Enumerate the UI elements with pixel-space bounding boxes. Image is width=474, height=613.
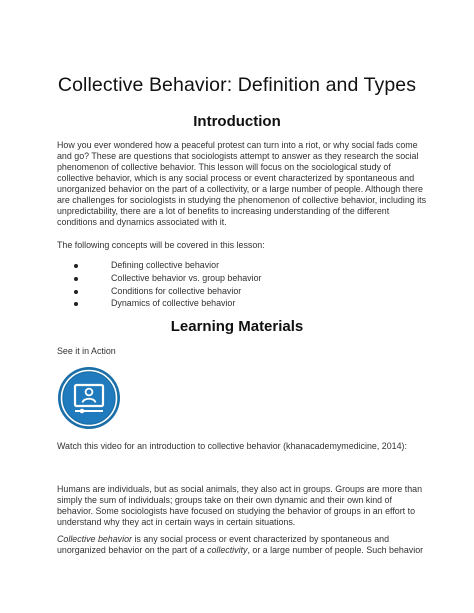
groups-paragraph: Humans are individuals, but as social animals, they also act in groups. Groups are more than simply the sum of individuals; groups take on their own dynamic and their own kind of behavior. Some sociologists have focused on studying the behavior of groups in an effort to understand why they act in certain ways in certain situations.	[57, 484, 423, 527]
definition-text: is any social process or event characterized by spontaneous and unorganized behavior on the part of a	[57, 534, 390, 555]
concept-label: Dynamics of collective behavior	[111, 298, 236, 309]
introduction-heading: Introduction	[193, 113, 281, 130]
definition-paragraph	[57, 534, 429, 556]
concept-label: Defining collective behavior	[111, 260, 220, 270]
learning-materials-heading: Learning Materials	[170, 318, 304, 335]
definition-term-collectivity: collectivity	[207, 545, 248, 555]
concept-label: Collective behavior vs. group behavior	[111, 272, 262, 283]
concepts-intro: The following concepts will be covered in this lesson:	[57, 240, 265, 250]
definition-term: Collective behavior	[57, 534, 132, 544]
bullet-icon	[74, 302, 78, 306]
video-lesson-icon[interactable]	[57, 366, 121, 430]
document-title: Collective Behavior: Definition and Types	[57, 74, 417, 96]
video-intro: Watch this video for an introduction to collective behavior (khanacademymedicine, 2014):	[57, 441, 407, 451]
definition-text-end: , or a large number of people. Such behavior	[247, 545, 424, 555]
bullet-icon	[74, 264, 78, 268]
concept-label: Conditions for collective behavior	[111, 285, 242, 296]
bullet-icon	[74, 277, 78, 281]
see-it-label: See it in Action	[57, 346, 116, 356]
bullet-icon	[74, 290, 78, 294]
introduction-paragraph: How you ever wondered how a peaceful protest can turn into a riot, or why social fads come and go? These are questions that sociologists attempt to answer as they research the social phenomenon of collective behavior. This lesson will focus on the sociological study of collective behavior, which is any social process or event characterized by spontaneous and unorganized behavior on the part of a collectivity, or a large number of people. Although there are challenges for sociologists in studying the phenomenon of collective behavior, including its unpredictability, there are a lot of benefits to increasing understanding of the different conditions and dynamics associated with it.	[57, 140, 427, 227]
